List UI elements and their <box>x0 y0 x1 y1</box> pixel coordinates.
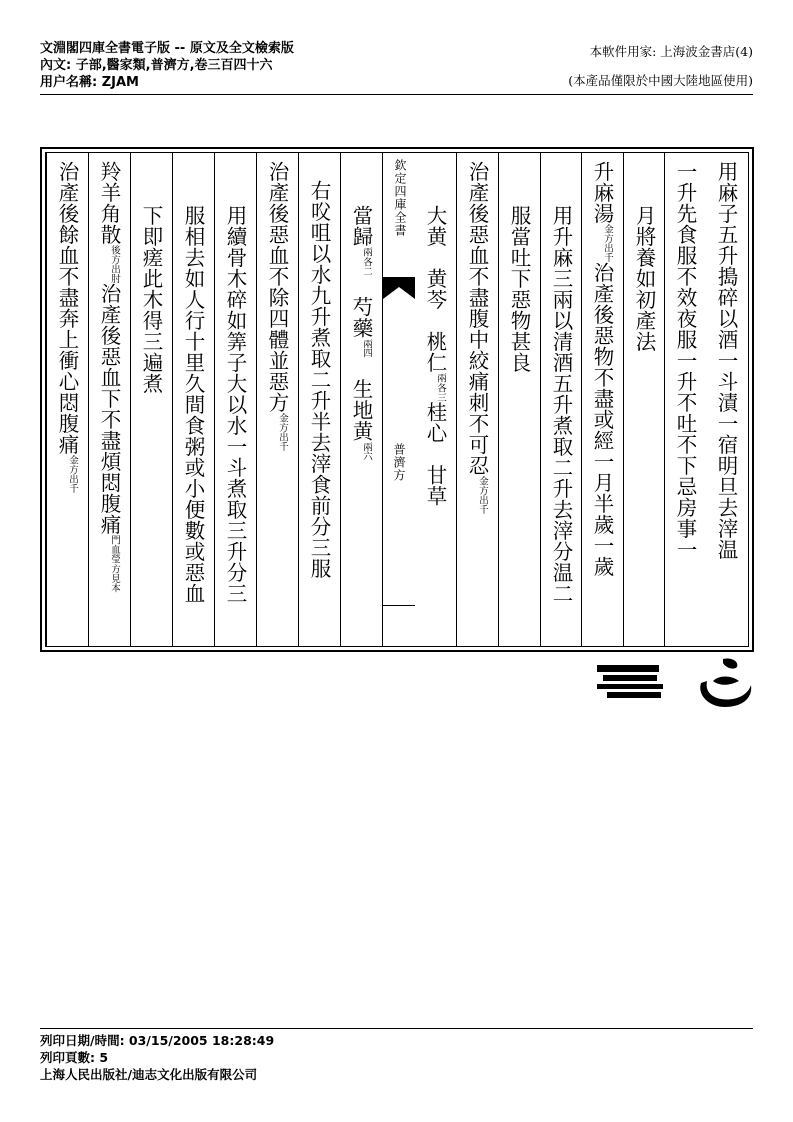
source-note <box>602 224 613 262</box>
ingredients: 當歸 <box>349 205 373 247</box>
column-text <box>98 161 120 592</box>
print-datetime: 列印日期/時間: 03/15/2005 18:28:49 <box>40 1033 275 1048</box>
column-text: 下即瘥此木得三遍煮 <box>139 205 163 394</box>
text-column-11 <box>256 153 299 646</box>
column-text: 用升麻三兩以清酒五升煮取二升去滓分温二 <box>549 205 573 604</box>
center-fold-column <box>382 153 415 646</box>
ingredients: 生地黄 <box>349 378 373 442</box>
column-text <box>266 161 288 451</box>
source-note <box>477 476 488 514</box>
ingredients: 大黄 黄芩 桃仁 <box>423 205 447 373</box>
cross-reference-note <box>109 535 120 592</box>
note-right: 出千 <box>477 495 488 514</box>
column-text: 服當吐下惡物甚良 <box>507 205 531 373</box>
ingredients: 桂心 甘草 <box>423 401 447 507</box>
dose-note <box>361 442 372 461</box>
note-right: 出千 <box>67 474 78 493</box>
note-left: 後方 <box>109 245 120 264</box>
column-text <box>424 205 446 507</box>
note-left: 金方 <box>277 413 288 432</box>
text-column-2 <box>664 153 707 646</box>
book-title: 普濟方 <box>392 443 406 482</box>
column-text: 用續骨木碎如筭子大以水一斗煮取三升分三 <box>223 205 247 604</box>
dose-note <box>435 373 446 402</box>
header-region-note: (本產品僅限於中國大陸地區使用) <box>568 73 753 88</box>
column-text <box>591 161 613 577</box>
center-rule <box>383 605 415 606</box>
note-left: 金方 <box>602 224 613 243</box>
publisher-credit: 上海人民出版社/迪志文化出版有限公司 <box>40 1067 258 1082</box>
formula-text: 治產後惡血下不盡煩悶腹痛 <box>97 283 121 535</box>
note-right: 方見本 <box>109 563 120 592</box>
page-frame <box>40 147 754 652</box>
header-username: 用户名稱: ZJAM <box>40 75 139 90</box>
note-right: 各三 <box>435 382 446 402</box>
text-column-3 <box>623 153 665 646</box>
text-column-5 <box>540 153 582 646</box>
column-text: 月將養如初產法 <box>632 205 656 352</box>
source-note <box>109 245 120 283</box>
source-note <box>277 413 288 451</box>
text-column-4 <box>581 153 624 646</box>
note-right: 四 <box>361 348 372 358</box>
dose-note <box>361 339 372 358</box>
text-column-9 <box>340 153 383 646</box>
header-divider <box>40 94 753 95</box>
header-licensee: 本軟件用家: 上海波金書店(4) <box>589 44 753 59</box>
formula-text: 治產後惡血不盡腹中絞痛刺不可忍 <box>465 161 489 476</box>
text-column-16 <box>46 153 89 646</box>
column-text: 右㕮咀以水九升煮取二升半去滓食前分三服 <box>307 180 331 579</box>
fishtail-mark-icon <box>383 277 415 299</box>
note-right: 出肘 <box>109 264 120 283</box>
formula-name: 升麻湯 <box>590 161 614 224</box>
footer-divider <box>40 1028 753 1029</box>
dose-note <box>361 247 372 276</box>
note-left: 兩 <box>435 373 446 383</box>
header-title: 文淵閣四庫全書電子版 -- 原文及全文檢索版 <box>40 41 294 56</box>
note-left: 兩 <box>361 338 372 348</box>
note-left: 金方 <box>477 476 488 495</box>
column-text <box>56 161 78 493</box>
text-column-14 <box>130 153 173 646</box>
publisher-logo-seal-icon <box>693 655 755 711</box>
text-column-10 <box>298 153 341 646</box>
header-content-path: 內文: 子部,醫家類,普濟方,卷三百四十六 <box>40 58 273 73</box>
collection-title: 欽定四庫全書 <box>393 159 407 237</box>
formula-text: 治產後惡物不盡或經一月半歲一歲 <box>590 262 614 577</box>
print-page-count: 列印頁數: 5 <box>40 1050 109 1065</box>
source-note <box>67 455 78 493</box>
column-text: 用麻子五升搗碎以酒一斗漬一宿明旦去滓温 <box>714 161 738 560</box>
note-left: 兩 <box>361 247 372 257</box>
note-left: 金方 <box>67 455 78 474</box>
ingredients: 芍藥 <box>349 296 373 339</box>
column-text <box>466 161 488 514</box>
column-text: 一升先食服不效夜服一升不吐不下忌房事一 <box>673 161 697 560</box>
note-left: 門血瑩 <box>109 535 120 564</box>
text-column-13 <box>172 153 215 646</box>
note-right: 六 <box>361 451 372 461</box>
note-right: 各二 <box>361 256 372 276</box>
text-column-12 <box>214 153 257 646</box>
formula-name: 羚羊角散 <box>97 161 121 245</box>
text-column-7 <box>456 153 499 646</box>
text-column-6 <box>498 153 541 646</box>
note-right: 出千 <box>277 432 288 451</box>
column-text <box>350 205 372 461</box>
publisher-logo-bars-icon <box>597 665 665 699</box>
formula-text: 治產後惡血不除四體並惡方 <box>265 161 289 413</box>
text-column-15 <box>88 153 131 646</box>
text-column-1 <box>706 153 748 646</box>
note-left: 兩 <box>361 441 372 451</box>
text-column-8 <box>414 153 457 646</box>
column-text: 服相去如人行十里久間食粥或小便數或惡血 <box>181 205 205 604</box>
formula-text: 治產後餘血不盡奔上衝心悶腹痛 <box>55 161 79 455</box>
note-right: 出千 <box>602 243 613 262</box>
page-frame-inner <box>45 152 749 647</box>
